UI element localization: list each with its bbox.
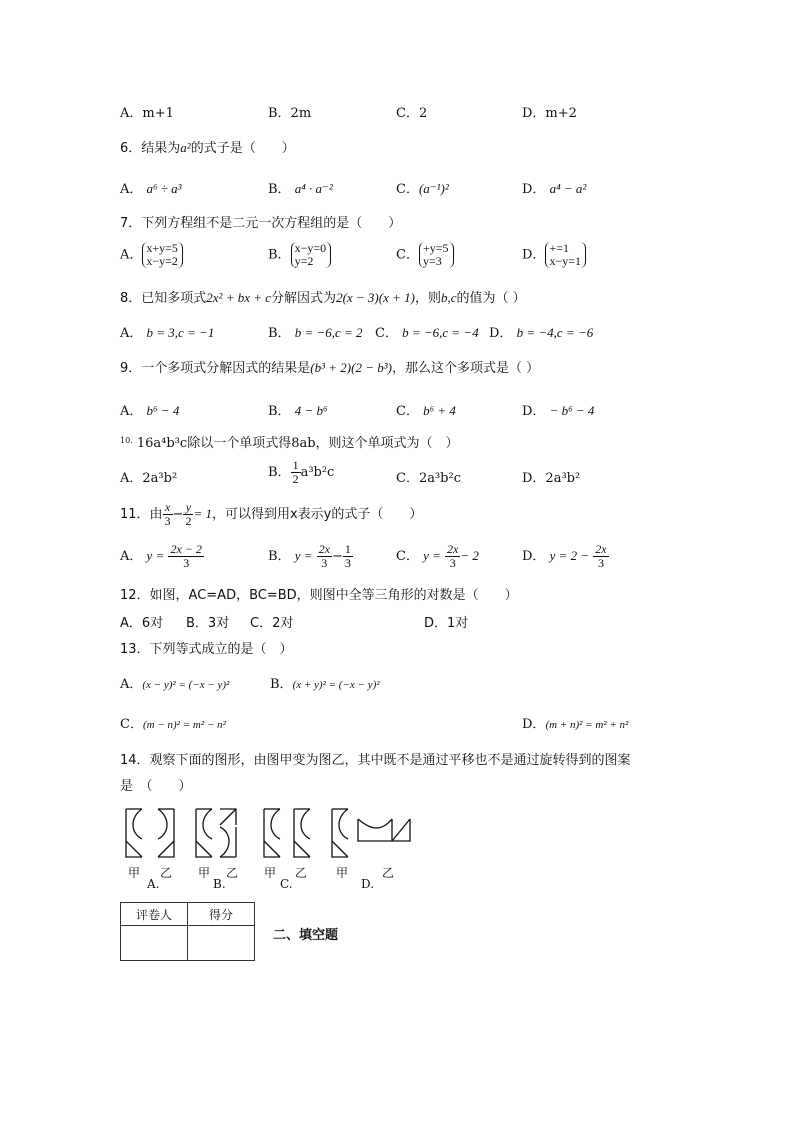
q10-option-d: D．2a³b²: [522, 471, 581, 486]
q10-option-b: B． $\frac{1}{2}$ a³b²c: [268, 458, 335, 486]
q14-option-a: A.: [147, 877, 160, 891]
figure-a-jia: [126, 809, 142, 857]
q14-option-c: C.: [280, 877, 293, 891]
q6-option-b: B． a⁴ · a⁻²: [268, 181, 333, 197]
figure-a-yi: [158, 809, 174, 857]
section-title-fill-in: 二、填空题: [273, 928, 339, 943]
figure-d-jia: [332, 809, 348, 857]
q12-stem: 12．如图，AC=AD，BC=BD，则图中全等三角形的对数是（ ）: [120, 588, 518, 603]
score-table-grader-cell[interactable]: [121, 926, 188, 961]
q10-stem: $^{10.}$ 16a⁴b³c除以一个单项式得8ab，则这个单项式为（ ）: [120, 436, 459, 451]
q8-stem: 8．已知多项式2x² + bx + c分解因式为2(x − 3)(x + 1)，则b,c的值为（ ）: [120, 290, 526, 306]
q13-option-a: A．(x − y)² = (−x − y)²: [120, 677, 230, 692]
q14-option-b: B.: [213, 877, 226, 891]
q13-stem: 13．下列等式成立的是（ ）: [120, 642, 293, 657]
q7-option-a: A． x+y=5 x−y=2: [120, 242, 183, 268]
score-table-score-cell[interactable]: [188, 926, 255, 961]
q5-option-d: D．m+2: [522, 106, 577, 121]
q6-stem: 6．结果为a²的式子是（ ）: [120, 140, 295, 156]
q9-option-d: D． − b⁶ − 4: [522, 403, 595, 419]
figure-c-jia: [264, 809, 280, 857]
q11-option-b: B． y = $\frac{2x}{3}$ − $\frac{1}{3}$: [268, 542, 351, 570]
q14-label-jia-c: 甲: [264, 866, 277, 880]
q14-label-jia-b: 甲: [198, 866, 211, 880]
q13-option-c: C．(m − n)² = m² − n²: [120, 717, 226, 732]
q14-label-jia-a: 甲: [128, 866, 141, 880]
q5-option-b: B．2m: [268, 106, 312, 121]
q10-option-c: C．2a³b²c: [396, 471, 461, 486]
q12-option-d: D．1对: [424, 616, 469, 631]
score-table-score-header: 得分: [188, 903, 255, 926]
q14-label-yi-d: 乙: [382, 866, 395, 880]
figure-c-yi: [294, 809, 310, 857]
q14-label-yi-a: 乙: [160, 866, 173, 880]
q8-option-c: C． b = −6,c = −4: [375, 325, 479, 341]
q14-stem-line2: 是 （ ）: [120, 779, 192, 794]
figure-b-jia: [196, 809, 212, 857]
q8-option-b: B． b = −6,c = 2: [268, 325, 363, 341]
figure-b-yi: [220, 809, 236, 857]
q6-option-a: A． a⁶ ÷ a³: [120, 181, 182, 197]
q13-option-b: B．(x + y)² = (−x − y)²: [270, 677, 380, 692]
q5-option-c: C．2: [396, 106, 428, 121]
q6-option-d: D． a⁴ − a²: [522, 181, 587, 197]
q14-option-d: D.: [361, 877, 375, 891]
q12-option-b: B．3对: [186, 616, 230, 631]
q7-option-c: C． +y=5 y=3: [396, 242, 454, 268]
score-table: [120, 902, 255, 961]
figure-d-yi: [358, 819, 410, 841]
q9-option-c: C． b⁶ + 4: [396, 403, 456, 419]
q11-stem: 11．由 $\frac{x}{3}$ − $\frac{y}{2}$ = 1，可以得到用x表示y的式子（ ）: [120, 500, 423, 528]
q9-option-b: B． 4 − b⁶: [268, 403, 328, 419]
q13-option-d: D．(m + n)² = m² + n²: [522, 717, 629, 732]
q14-label-yi-c: 乙: [295, 866, 308, 880]
q14-label-yi-b: 乙: [226, 866, 239, 880]
score-table-grader-header: 评卷人: [121, 903, 188, 926]
q12-option-c: C．2对: [250, 616, 294, 631]
q6-option-c: C．(a⁻¹)²: [396, 181, 449, 197]
q5-option-a: A．m+1: [120, 106, 174, 121]
q12-option-a: A．6对: [120, 616, 164, 631]
q14-stem-line1: 14．观察下面的图形，由图甲变为图乙，其中既不是通过平移也不是通过旋转得到的图案: [120, 753, 631, 768]
q8-option-a: A． b = 3,c = −1: [120, 325, 215, 341]
q7-option-d: D． +=1 x−y=1: [522, 242, 586, 268]
q9-stem: 9．一个多项式分解因式的结果是(b³ + 2)(2 − b³)，那么这个多项式是（ ）: [120, 360, 540, 376]
q11-option-a: A． y = $\frac{2x - 2}{3}$: [120, 542, 202, 570]
q14-label-jia-d: 甲: [336, 866, 349, 880]
q9-option-a: A． b⁶ − 4: [120, 403, 180, 419]
q8-option-d: D． b = −4,c = −6: [489, 325, 594, 341]
q14-figures: [120, 805, 420, 865]
q11-option-d: D． y = 2 − $\frac{2x}{3}$: [522, 542, 607, 570]
q7-stem: 7．下列方程组不是二元一次方程组的是（ ）: [120, 216, 402, 231]
q10-option-a: A．2a³b²: [120, 471, 178, 486]
q7-option-b: B． x−y=0 y=2: [268, 242, 331, 268]
q11-option-c: C． y = $\frac{2x}{3}$ − 2: [396, 542, 479, 570]
